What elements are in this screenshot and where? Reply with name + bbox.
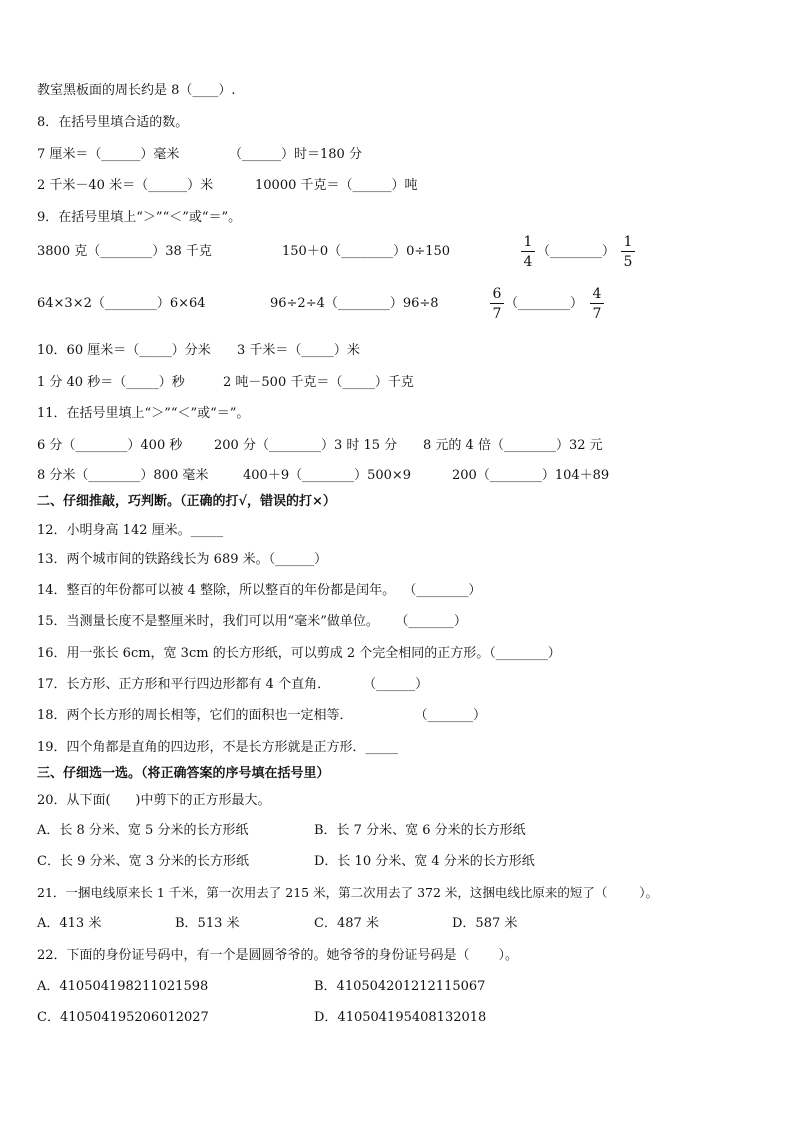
question-17: 17．长方形、正方形和平行四边形都有 4 个直角． （______） bbox=[37, 677, 429, 692]
fraction-numerator: 1 bbox=[621, 234, 635, 252]
section-2-heading: 二、仔细推敲，巧判断。（正确的打√，错误的打×） bbox=[37, 494, 336, 509]
question-11-item-f: 200（________）104＋89 bbox=[452, 468, 610, 483]
question-10-item-d: 2 吨－500 千克＝（_____）千克 bbox=[223, 375, 414, 390]
question-22-option-c: C．410504195206012027 bbox=[37, 1010, 209, 1025]
question-21-option-b: B．513 米 bbox=[175, 916, 240, 931]
question-9-item-c-blank: （________） bbox=[537, 244, 616, 259]
fraction-denominator: 4 bbox=[523, 254, 533, 270]
question-22: 22．下面的身份证号码中，有一个是圆圆爷爷的。她爷爷的身份证号码是（ ）。 bbox=[37, 948, 518, 963]
question-20-option-b: B．长 7 分米、宽 6 分米的长方形纸 bbox=[314, 823, 526, 838]
question-8-item-a: 7 厘米＝（______）毫米 bbox=[37, 147, 180, 162]
question-20-option-a: A．长 8 分米、宽 5 分米的长方形纸 bbox=[37, 823, 249, 838]
question-11-item-c: 8 元的 4 倍（________）32 元 bbox=[423, 438, 603, 453]
fraction-denominator: 7 bbox=[492, 306, 502, 322]
fraction-one-quarter bbox=[521, 234, 535, 270]
question-15: 15．当测量长度不是整厘米时，我们可以用“毫米”做单位。 （_______） bbox=[37, 614, 467, 629]
question-8-item-d: 10000 千克＝（______）吨 bbox=[255, 178, 418, 193]
question-19: 19．四个角都是直角的四边形，不是长方形就是正方形．_____ bbox=[37, 740, 399, 755]
question-12: 12．小明身高 142 厘米。_____ bbox=[37, 523, 224, 538]
question-8-item-c: 2 千米－40 米＝（______）米 bbox=[37, 178, 214, 193]
question-14: 14．整百的年份都可以被 4 整除，所以整百的年份都是闰年。 （________） bbox=[37, 583, 482, 598]
question-11-item-d: 8 分米（________）800 毫米 bbox=[37, 468, 209, 483]
question-11-item-a: 6 分（________）400 秒 bbox=[37, 438, 183, 453]
question-20-option-d: D．长 10 分米、宽 4 分米的长方形纸 bbox=[314, 854, 535, 869]
question-10-item-c: 1 分 40 秒＝（_____）秒 bbox=[37, 375, 185, 390]
question-9-title: 9．在括号里填上“＞”“＜”或“＝”。 bbox=[37, 210, 242, 225]
question-9-item-f-blank: （________） bbox=[505, 296, 584, 311]
question-16: 16．用一张长 6cm，宽 3cm 的长方形纸，可以剪成 2 个完全相同的正方形。（________） bbox=[37, 646, 561, 661]
question-18: 18．两个长方形的周长相等，它们的面积也一定相等． （_______） bbox=[37, 708, 487, 723]
fraction-six-sevenths bbox=[490, 286, 504, 322]
fraction-four-sevenths bbox=[590, 286, 604, 322]
question-11-item-b: 200 分（________）3 时 15 分 bbox=[214, 438, 398, 453]
question-9-item-b: 150＋0（________）0÷150 bbox=[282, 244, 451, 259]
question-8-item-b: （______）时＝180 分 bbox=[229, 147, 362, 162]
fraction-one-fifth bbox=[621, 234, 635, 270]
question-22-option-a: A．410504198211021598 bbox=[37, 979, 209, 994]
question-21-option-c: C．487 米 bbox=[314, 916, 379, 931]
question-9-item-e: 96÷2÷4（________）96÷8 bbox=[270, 296, 439, 311]
fraction-denominator: 7 bbox=[592, 306, 602, 322]
fraction-numerator: 6 bbox=[490, 286, 504, 304]
question-11-title: 11．在括号里填上“＞”“＜”或“＝”。 bbox=[37, 406, 250, 421]
question-22-option-d: D．410504195408132018 bbox=[314, 1010, 487, 1025]
question-8-title: 8．在括号里填合适的数。 bbox=[37, 115, 189, 130]
question-21-option-d: D．587 米 bbox=[452, 916, 518, 931]
question-20: 20．从下面( )中剪下的正方形最大。 bbox=[37, 793, 271, 808]
question-10-item-a: 10．60 厘米＝（_____）分米 bbox=[37, 343, 211, 358]
question-7-tail: 教室黑板面的周长约是 8（____）. bbox=[37, 83, 236, 98]
question-13: 13．两个城市间的铁路线长为 689 米。（______） bbox=[37, 552, 328, 567]
question-20-option-c: C．长 9 分米、宽 3 分米的长方形纸 bbox=[37, 854, 250, 869]
section-3-heading: 三、仔细选一选。（将正确答案的序号填在括号里） bbox=[37, 766, 330, 781]
question-11-item-e: 400＋9（________）500×9 bbox=[243, 468, 412, 483]
question-9-item-a: 3800 克（________）38 千克 bbox=[37, 244, 212, 259]
question-9-item-d: 64×3×2（________）6×64 bbox=[37, 296, 206, 311]
question-10-item-b: 3 千米＝（_____）米 bbox=[237, 343, 360, 358]
fraction-denominator: 5 bbox=[623, 254, 633, 270]
fraction-numerator: 4 bbox=[590, 286, 604, 304]
question-21: 21．一捆电线原来长 1 千米，第一次用去了 215 米，第二次用去了 372 米，这捆电线比原来的短了（ ）。 bbox=[37, 885, 658, 900]
question-21-option-a: A．413 米 bbox=[37, 916, 102, 931]
fraction-numerator: 1 bbox=[521, 234, 535, 252]
question-22-option-b: B．410504201212115067 bbox=[314, 979, 486, 994]
